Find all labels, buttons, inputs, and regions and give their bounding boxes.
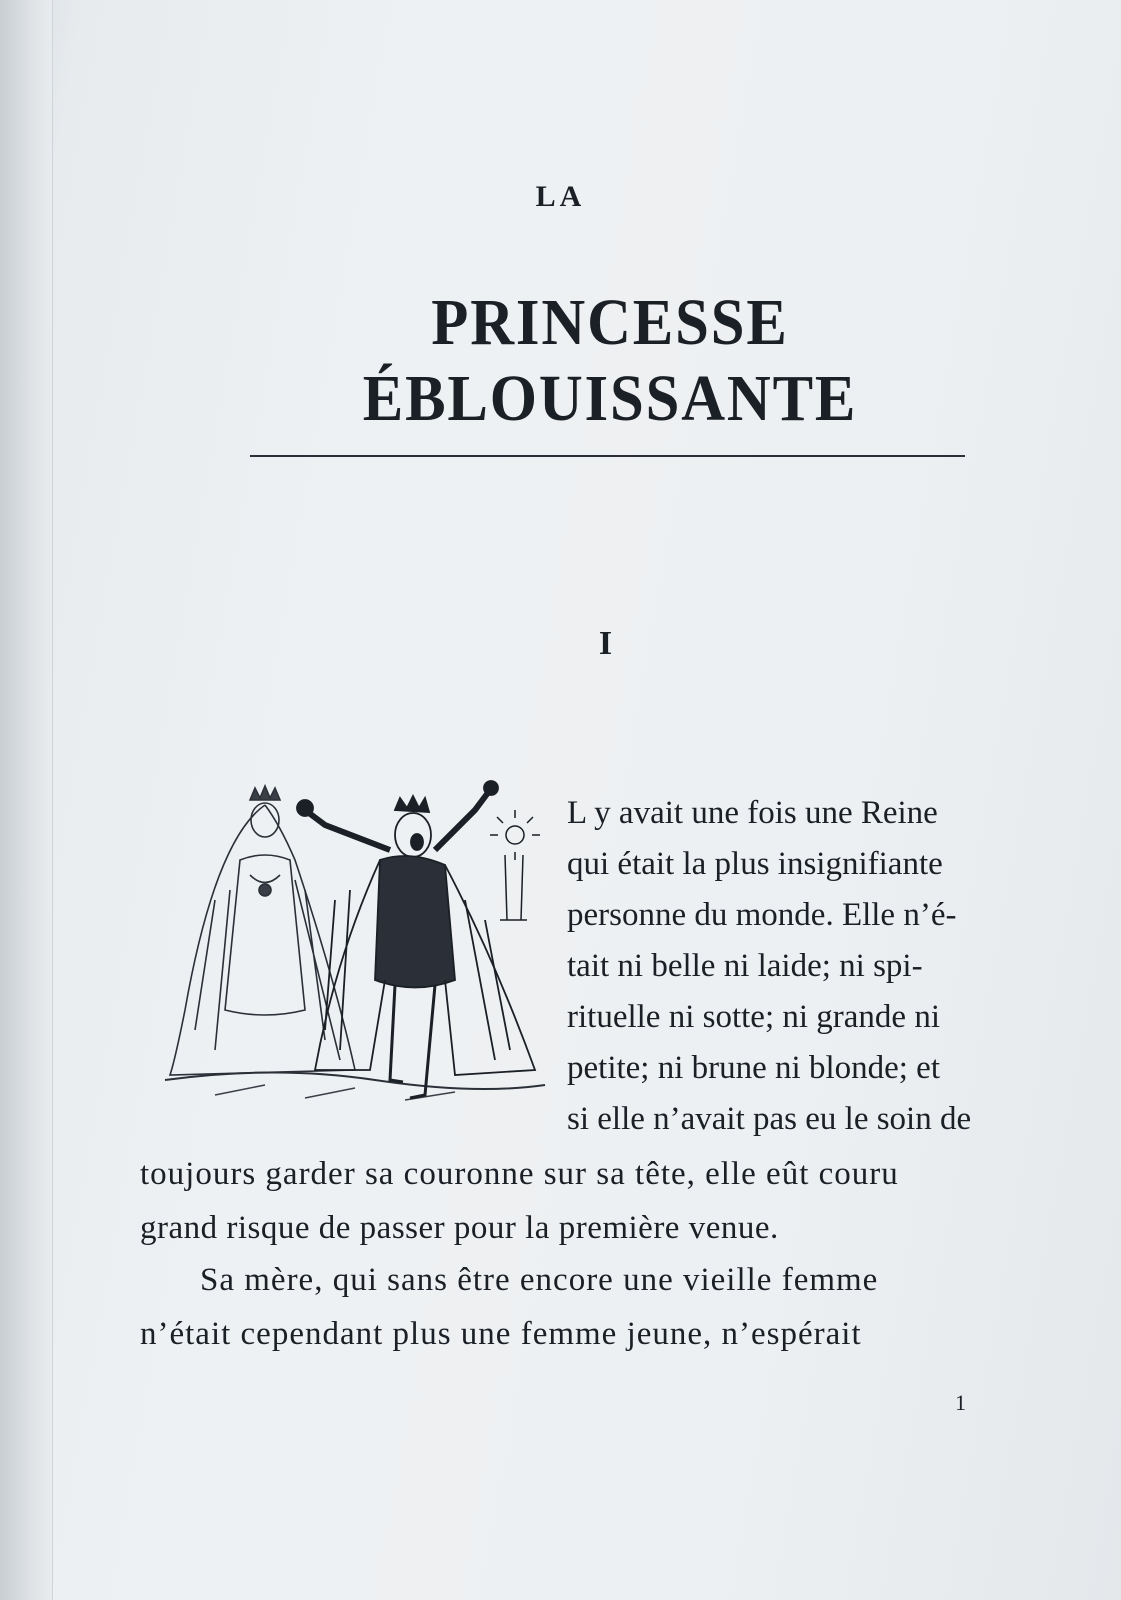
chapter-number: I [598, 625, 613, 662]
title-rule [250, 455, 965, 457]
text-line: si elle n’avait pas eu le soin de [567, 1101, 972, 1137]
book-gutter [0, 0, 53, 1600]
page-title: PRINCESSE ÉBLOUISSANTE [362, 286, 858, 435]
text-line: L y avait une fois une Reine [567, 795, 938, 831]
text-line: rituelle ni sotte; ni grande ni [567, 999, 940, 1035]
text-line: toujours garder sa couronne sur sa tête, elle eût couru [140, 1156, 899, 1192]
text-line: qui était la plus insignifiante [567, 846, 943, 882]
text-line: Sa mère, qui sans être encore une vieille femme [200, 1262, 879, 1298]
text-line: tait ni belle ni laide; ni spi- [567, 948, 923, 984]
text-line: n’était cependant plus une femme jeune, n’espérait [140, 1316, 862, 1352]
engraving-queen-and-king-icon [155, 780, 555, 1120]
title-article: LA [535, 180, 586, 213]
page-number: 1 [955, 1390, 966, 1415]
text-line: grand risque de passer pour la première venue. [140, 1210, 779, 1246]
text-line: petite; ni brune ni blonde; et [567, 1050, 940, 1086]
text-line: personne du monde. Elle n’é- [567, 897, 957, 933]
